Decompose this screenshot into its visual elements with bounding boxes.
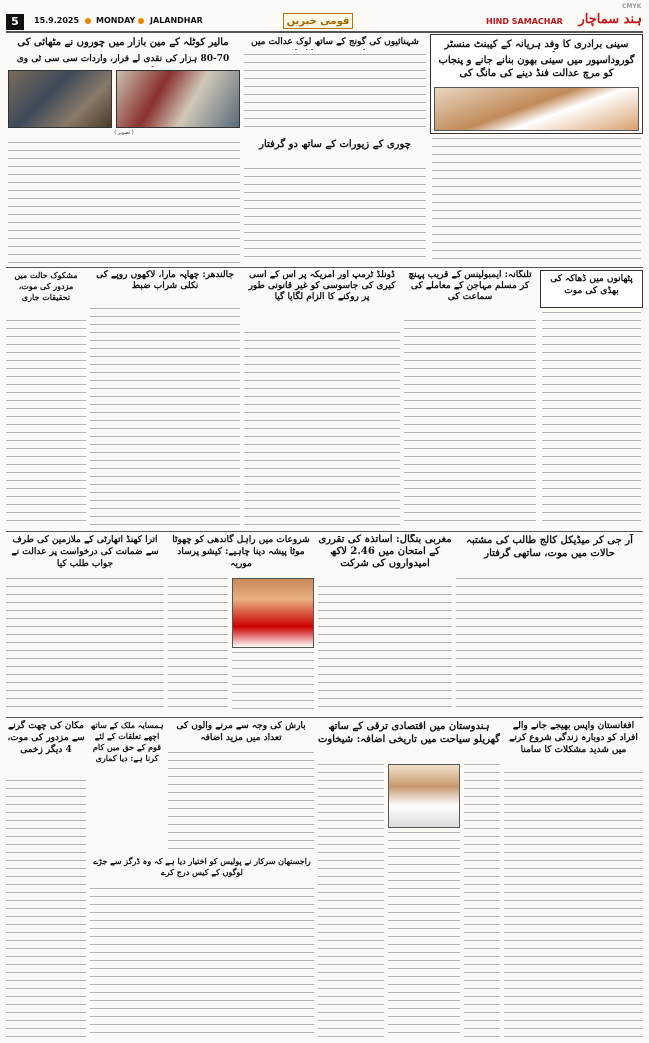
- page-number: 5: [6, 14, 24, 30]
- story-headline: مالیر کوٹلہ کے مین بازار میں چوروں نے مٹھائی کی: [17, 37, 229, 48]
- story-headline: مشکوک حالت میں مزدور کی موت، تحقیقات جاری: [14, 270, 78, 302]
- news-photo: [8, 70, 112, 128]
- article-text: [6, 320, 86, 528]
- article-text: [404, 320, 536, 528]
- separator-dot-icon: [85, 18, 91, 24]
- article-text: [232, 652, 314, 714]
- article-text: [6, 780, 86, 1038]
- article-text: [244, 168, 426, 264]
- article-text: [388, 832, 460, 1038]
- article-text: [504, 772, 643, 1038]
- issue-city: JALANDHAR: [150, 16, 203, 25]
- brand-english: HIND SAMACHAR: [486, 17, 563, 26]
- news-photo: [434, 87, 639, 131]
- section-divider: [6, 531, 643, 532]
- politician-photo: [232, 578, 314, 648]
- brand-logo: ہند سماچار: [578, 12, 642, 27]
- masthead-rule: [6, 31, 643, 33]
- story-subheadline: گوروداسپور میں سینی بھون بنانے جانے و پنجاب کو مرچ عدالت فنڈ دینے کی مانگ کی: [438, 55, 635, 79]
- print-marks: CMYK: [622, 3, 642, 10]
- article-text: [318, 764, 384, 1038]
- story-headline: تلنگانہ: ایمبولینس کے قریب پہنچ کر مسلم مہاجن کے معاملے کی سماعت کی: [408, 270, 532, 302]
- story-headline: راجستھان سرکار نے پولیس کو اختیار دیا ہے کہ وہ ڈرگز سے جڑے لوگوں کے کیس درج کرے: [93, 856, 311, 877]
- article-text: [318, 586, 452, 714]
- issue-date: 15.9.2025: [34, 16, 80, 25]
- article-text: [8, 142, 240, 264]
- story-headline: مکان کی چھت گرنے سے مزدور کی موت، 4 دیگر زخمی: [7, 721, 85, 755]
- section-divider: [6, 717, 643, 718]
- article-text: [244, 54, 426, 134]
- story-pathankot: [540, 270, 643, 308]
- photo-caption: ( تصویر ): [114, 130, 134, 136]
- section-divider: [6, 267, 643, 268]
- article-text: [456, 578, 643, 714]
- story-headline: بارش کی وجہ سے مرنے والوں کی تعداد میں مزید اضافہ: [176, 721, 306, 743]
- story-headline: ہمسایہ ملک کے ساتھ اچھے تعلقات کے لئے قوم کے حق میں کام کرنا ہے: دیا کماری: [90, 720, 164, 763]
- section-title: قومی خبریں: [283, 13, 353, 29]
- story-headline: آر جی کر میڈیکل کالج طالب کی مشتبہ حالات میں موت، ساتھی گرفتار: [466, 535, 633, 559]
- story-headline: شہنائیوں کی گونج کے ساتھ لوک عدالت میں: [251, 37, 419, 47]
- story-headline: شروعات میں راہل گاندھی کو چھوٹا موٹا پیشہ دینا چاہیے: کیشو پرساد موریہ: [172, 535, 310, 569]
- article-text: [168, 752, 314, 852]
- story-headline: اترا کھنڈ اتھارٹی کے ملازمین کی طرف سے ضمانت کی درخواست پر عدالت نے جواب طلب کیا: [11, 535, 159, 569]
- article-text: [90, 308, 240, 528]
- news-photo: [116, 70, 240, 128]
- masthead: [0, 0, 649, 30]
- article-text: [542, 312, 641, 528]
- story-headline: مغربی بنگال: اساتذہ کی تقرری کے امتحان میں 2.46 لاکھ امیدواروں کی شرکت: [318, 534, 452, 569]
- story-headline: پٹھانوں میں ڈھاکہ کی بھڈی کی موت: [550, 274, 633, 296]
- article-text: [464, 764, 500, 1038]
- minister-photo: [388, 764, 460, 828]
- story-headline: ڈونلڈ ٹرمپ اور امریکہ پر اس کے اسی کیری کی جاسوسی کو غیر قانونی طور پر روکنے کا الزام لگایا گیا: [248, 270, 396, 302]
- article-text: [432, 138, 641, 264]
- article-text: [168, 578, 228, 714]
- story-saini-delegation: [430, 34, 643, 134]
- story-headline: جالندھر: چھاپہ مارا، لاکھوں روپے کی نکلی شراب ضبط: [96, 270, 234, 291]
- story-headline: سینی برادری کا وفد ہریانہ کے کیبنٹ منسٹر: [444, 39, 629, 50]
- story-headline: چوری کے زیورات کے ساتھ دو گرفتار: [259, 139, 411, 150]
- story-subheadline: 80-70 ہزار کی نقدی لے فرار، واردات سی سی ٹی وی: [16, 54, 230, 64]
- article-text: [90, 888, 314, 1038]
- article-text: [244, 332, 400, 528]
- story-headline: افغانستان واپس بھیجے جانے والے افراد کو دوبارہ زندگی شروع کرنے میں شدید مشکلات کا سامنا: [509, 721, 638, 755]
- issue-day: MONDAY: [96, 16, 136, 25]
- separator-dot-icon: [138, 18, 144, 24]
- article-text: [6, 578, 164, 714]
- story-headline: ہندوستان میں اقتصادی ترقی کے ساتھ گھریلو سیاحت میں تاریخی اضافہ: شیخاوت: [318, 721, 500, 745]
